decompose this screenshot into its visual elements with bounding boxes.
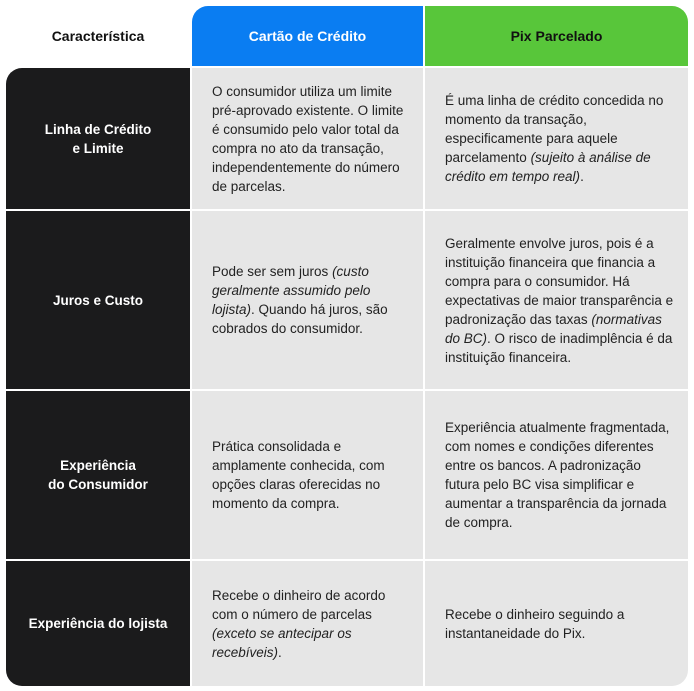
cell-pix-interest bbox=[425, 211, 688, 391]
row-label-line: e Limite bbox=[72, 140, 124, 156]
header-pix bbox=[425, 6, 688, 68]
cell-text-after: . bbox=[580, 169, 584, 184]
cell-card-interest bbox=[192, 211, 425, 391]
cell-pix-consumer-experience bbox=[425, 391, 688, 561]
cell-text: É uma linha de crédito concedida no momento da transação, especificamente para aquele parcelamento bbox=[445, 93, 664, 165]
row-label-credit-line bbox=[6, 68, 192, 211]
cell-text: Recebe o dinheiro seguindo a instantaneidade do Pix. bbox=[445, 606, 625, 641]
cell-text-italic: (exceto se antecipar os recebíveis) bbox=[212, 625, 352, 660]
cell-text: Prática consolidada e amplamente conhecida, com opções claras oferecidas no momento da compra. bbox=[212, 439, 385, 511]
row-label-consumer-experience bbox=[6, 391, 192, 561]
cell-text: O consumidor utiliza um limite pré-aprovado existente. O limite é consumido pelo valor total da compra no ato da transação, independentemente do número de parcelas. bbox=[212, 83, 404, 194]
cell-card-merchant-experience bbox=[192, 561, 425, 686]
cell-text: Geralmente envolve juros, pois é a instituição financeira que financia a compra para o consumidor. Há expectativas de maior transparência e padronização das taxas bbox=[445, 235, 674, 327]
header-credit-card-label: Cartão de Crédito bbox=[248, 28, 367, 44]
cell-text-after: . Quando há juros, são cobrados do consumidor. bbox=[212, 302, 388, 336]
row-label-line: do Consumidor bbox=[48, 477, 148, 492]
header-pix-label: Pix Parcelado bbox=[510, 28, 603, 44]
row-label-interest bbox=[6, 211, 192, 391]
row-label-line: Linha de Crédito bbox=[44, 121, 152, 137]
cell-text-italic: (sujeito à análise de crédito em tempo real) bbox=[445, 150, 651, 184]
cell-card-consumer-experience bbox=[192, 391, 425, 561]
cell-card-credit-line bbox=[192, 68, 425, 211]
cell-pix-credit-line bbox=[425, 68, 688, 211]
row-label-merchant-experience bbox=[6, 561, 192, 686]
cell-text-after: . bbox=[278, 644, 282, 660]
row-label-line: Juros e Custo bbox=[52, 292, 144, 308]
header-feature-label: Característica bbox=[51, 28, 145, 44]
comparison-table bbox=[6, 6, 688, 686]
cell-text-after: . O risco de inadimplência é da instituição financeira. bbox=[445, 330, 673, 365]
cell-pix-merchant-experience bbox=[425, 561, 688, 686]
cell-text: Experiência atualmente fragmentada, com nomes e condições diferentes entre os bancos. A padronização futura pelo BC visa simplificar e aumentar a transparência da jornada de compra. bbox=[445, 420, 670, 530]
cell-text-italic: (normativas do BC) bbox=[445, 311, 662, 346]
cell-text: Pode ser sem juros bbox=[212, 264, 333, 279]
header-credit-card bbox=[192, 6, 425, 68]
header-feature bbox=[6, 6, 192, 68]
cell-text-italic: (custo geralmente assumido pelo lojista) bbox=[212, 264, 371, 317]
row-label-line: Experiência bbox=[60, 458, 136, 473]
cell-text: Recebe o dinheiro de acordo com o número de parcelas bbox=[212, 587, 386, 622]
row-label-line: Experiência do lojista bbox=[28, 616, 168, 631]
